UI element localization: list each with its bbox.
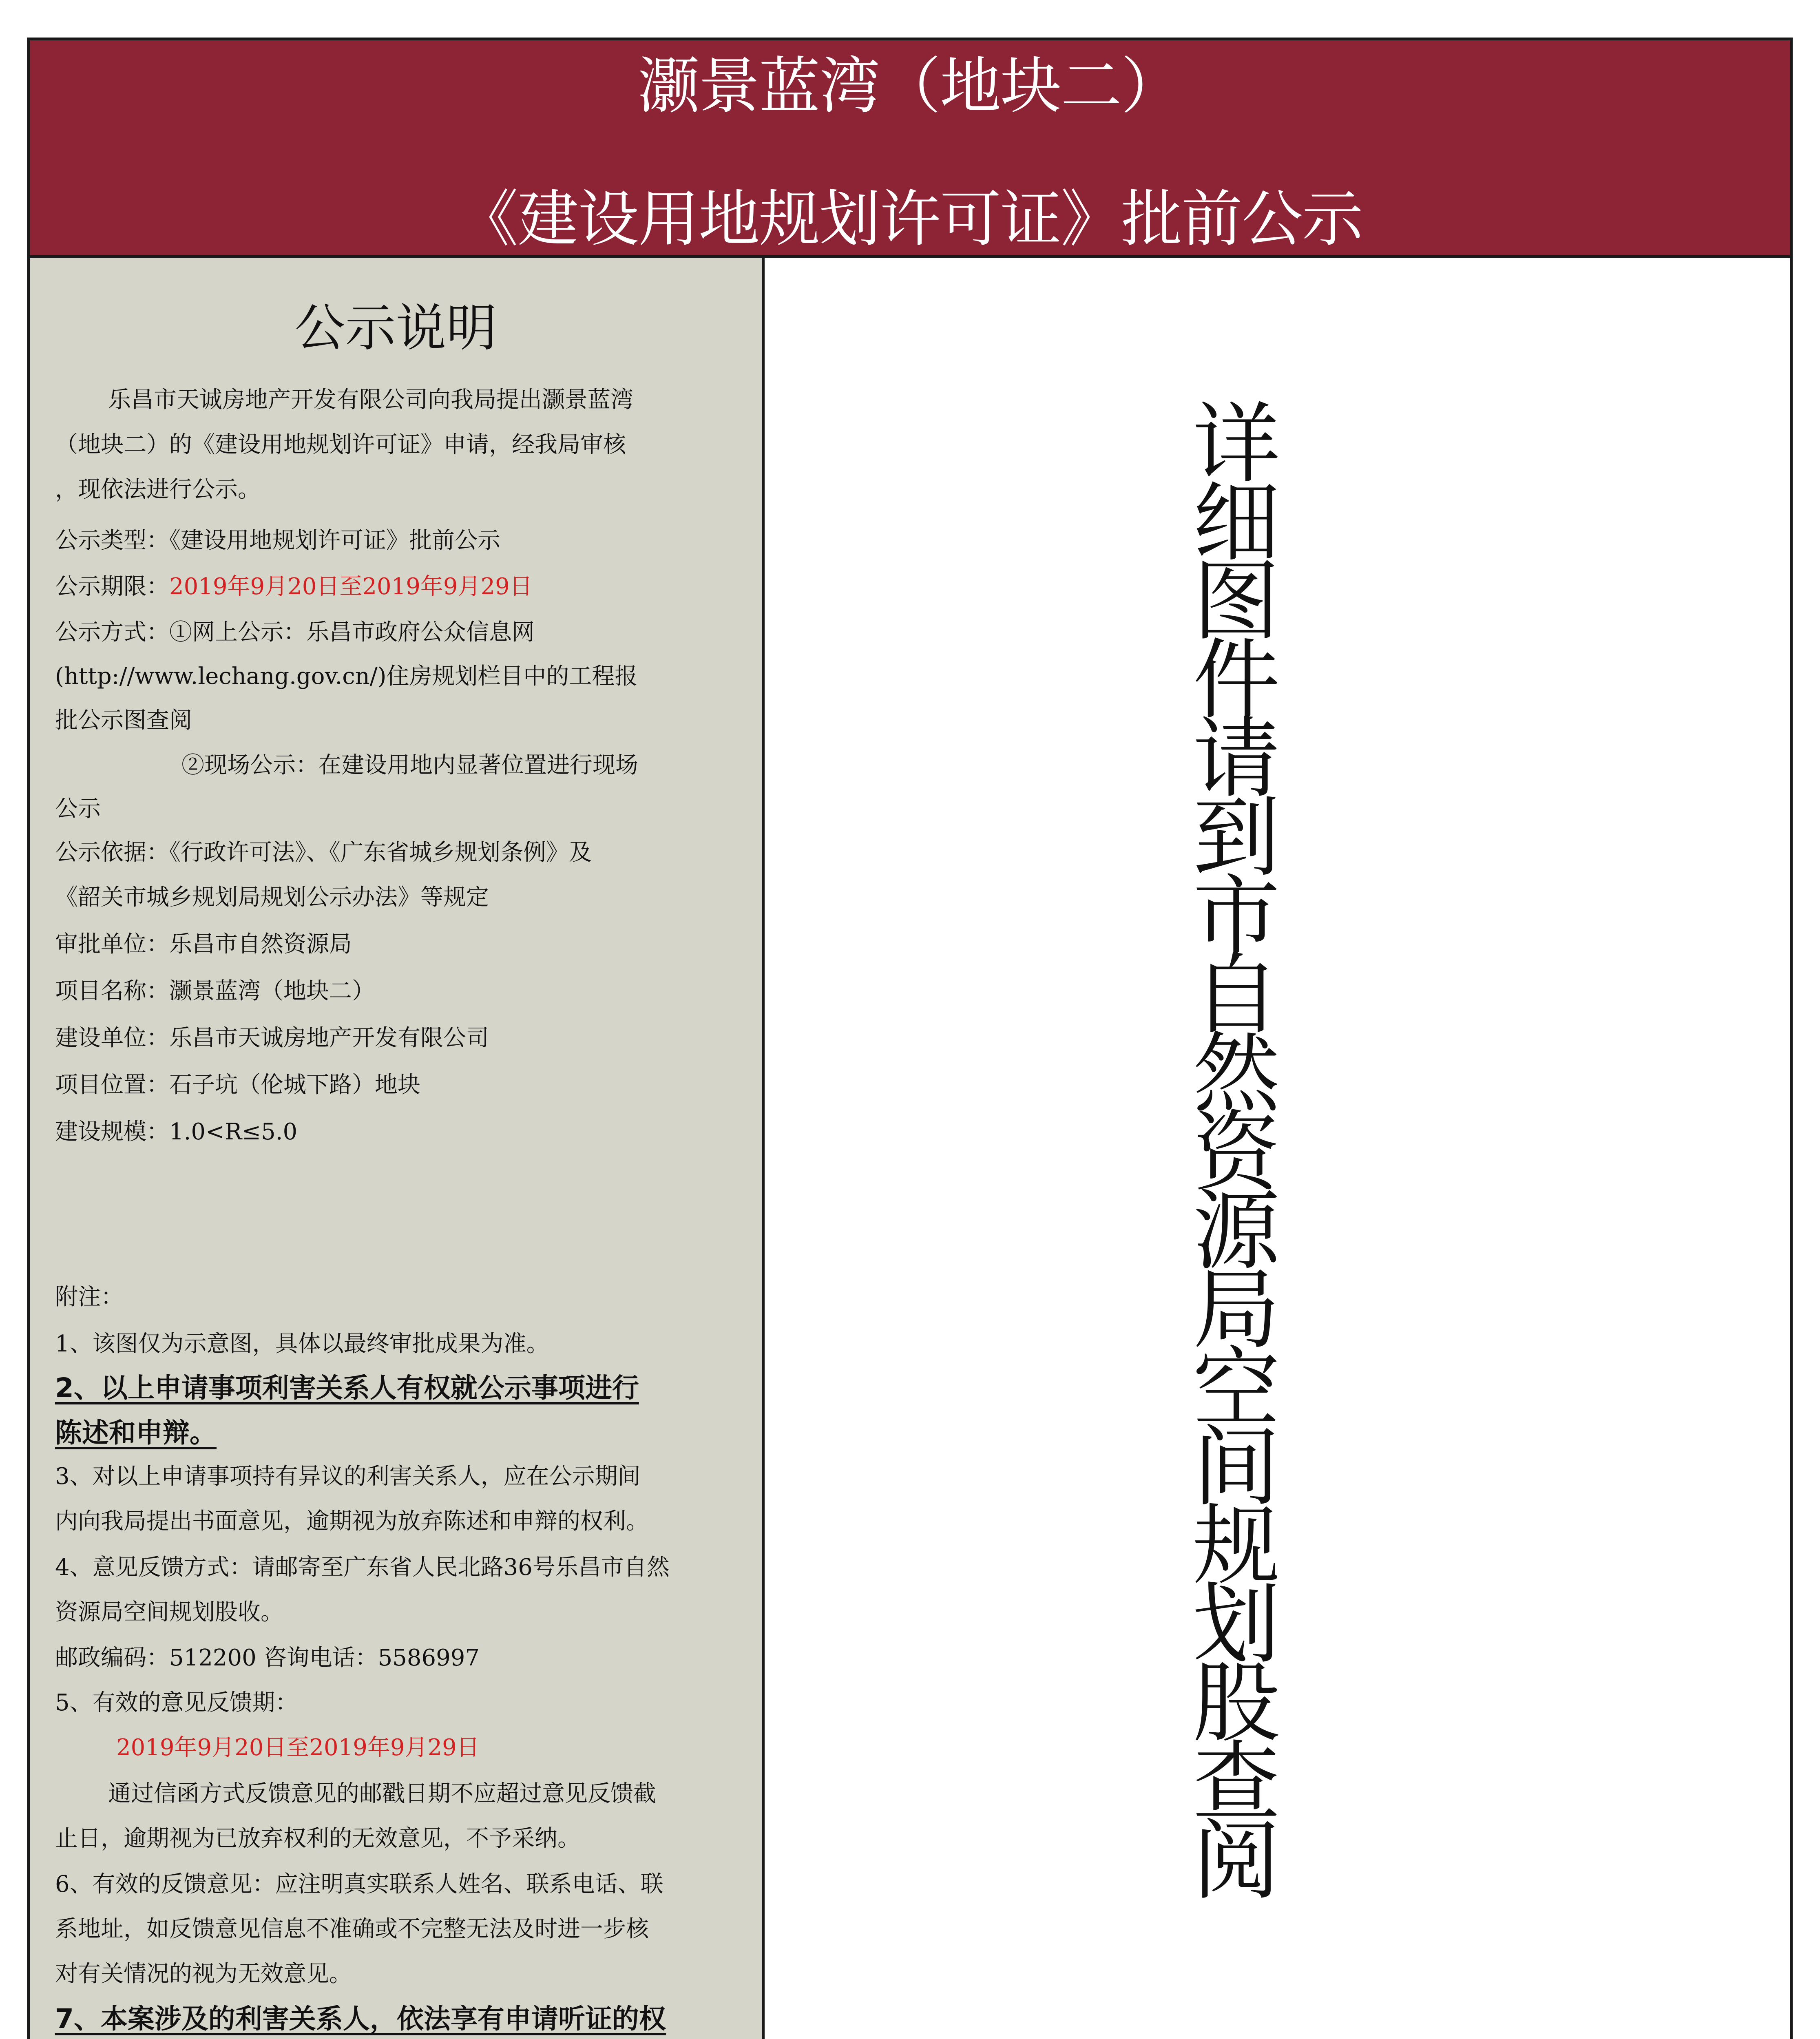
method-line: 批公示图查阅 <box>55 707 192 734</box>
vertical-char: 市 <box>1193 866 1280 967</box>
vertical-char: 查 <box>1193 1732 1280 1833</box>
notice-period <box>55 575 533 598</box>
note-5: 5、有效的意见反馈期： <box>55 1690 298 1716</box>
method-url-line: (http://www.lechang.gov.cn/)住房规划栏目中的工程报 <box>55 663 638 690</box>
drawing-panel <box>765 258 1790 2039</box>
note-1: 1、该图仅为示意图，具体以最终审批成果为准。 <box>55 1331 549 1357</box>
header-banner <box>30 40 1790 258</box>
vertical-char: 划 <box>1193 1574 1280 1676</box>
note-5: 通过信函方式反馈意见的邮戳日期不应超过意见反馈截 <box>108 1780 656 1807</box>
vertical-notice-text <box>1193 394 1280 1912</box>
scale: 建设规模：1.0<R≤5.0 <box>55 1119 298 1145</box>
notice-description-panel <box>30 258 765 2039</box>
vertical-char: 阅 <box>1193 1810 1280 1912</box>
vertical-char: 请 <box>1193 708 1280 810</box>
project-name: 项目名称：灏景蓝湾（地块二） <box>55 978 375 1004</box>
intro-line: 乐昌市天诚房地产开发有限公司向我局提出灏景蓝湾 <box>108 387 633 413</box>
project-title: 灏景蓝湾（地块二） <box>638 51 1181 122</box>
note-3: 内向我局提出书面意见，逾期视为放弃陈述和申辩的权利。 <box>55 1508 649 1535</box>
note-2: 2、以上申请事项利害关系人有权就公示事项进行 <box>55 1372 639 1404</box>
basis-line: 《韶关市城乡规划局规划公示办法》等规定 <box>55 884 489 911</box>
note-4: 4、意见反馈方式：请邮寄至广东省人民北路36号乐昌市自然 <box>55 1554 670 1581</box>
note-5-period: 2019年9月20日至2019年9月29日 <box>116 1734 480 1761</box>
approver: 审批单位：乐昌市自然资源局 <box>55 931 352 958</box>
note-6: 对有关情况的视为无效意见。 <box>55 1961 352 1987</box>
vertical-char: 局 <box>1193 1259 1280 1361</box>
builder: 建设单位：乐昌市天诚房地产开发有限公司 <box>55 1025 489 1051</box>
period-value: 2019年9月20日至2019年9月29日 <box>169 573 533 600</box>
method-line: ②现场公示：在建设用地内显著位置进行现场 <box>181 752 638 778</box>
notice-type: 公示类型：《建设用地规划许可证》批前公示 <box>55 527 500 554</box>
vertical-char: 件 <box>1193 630 1280 731</box>
vertical-char: 源 <box>1193 1181 1280 1282</box>
intro-line: （地块二）的《建设用地规划许可证》申请，经我局审核 <box>55 431 626 458</box>
method-line: 公示 <box>55 796 101 822</box>
notice-board <box>27 38 1793 2039</box>
note-5: 止日，逾期视为已放弃权利的无效意见，不予采纳。 <box>55 1825 580 1852</box>
vertical-char: 股 <box>1193 1653 1280 1754</box>
postcode-phone: 邮政编码：512200 咨询电话：5586997 <box>55 1645 480 1671</box>
vertical-char: 详 <box>1193 394 1280 495</box>
note-2: 陈述和申辩。 <box>55 1417 217 1449</box>
vertical-char: 图 <box>1193 551 1280 652</box>
notice-section-title: 公示说明 <box>294 299 497 358</box>
notice-title-main: 《建设用地规划许可证》批前公示 <box>457 184 1362 255</box>
vertical-char: 然 <box>1193 1023 1280 1125</box>
method-line: 公示方式：①网上公示：乐昌市政府公众信息网 <box>55 619 535 646</box>
note-6: 系地址，如反馈意见信息不准确或不完整无法及时进一步核 <box>55 1916 649 1942</box>
notes-label: 附注： <box>55 1284 124 1310</box>
note-4: 资源局空间规划股收。 <box>55 1599 283 1625</box>
location: 项目位置：石子坑（伦城下路）地块 <box>55 1072 420 1098</box>
note-3: 3、对以上申请事项持有异议的利害关系人，应在公示期间 <box>55 1463 641 1490</box>
vertical-char: 细 <box>1193 472 1280 574</box>
period-label: 公示期限： <box>55 573 169 600</box>
basis-line: 公示依据：《行政许可法》、《广东省城乡规划条例》及 <box>55 839 592 866</box>
intro-line: ，现依法进行公示。 <box>55 476 261 503</box>
vertical-char: 资 <box>1193 1102 1280 1203</box>
vertical-char: 空 <box>1193 1338 1280 1440</box>
note-6: 6、有效的反馈意见：应注明真实联系人姓名、联系电话、联 <box>55 1871 663 1897</box>
vertical-char: 规 <box>1193 1495 1280 1597</box>
vertical-char: 间 <box>1193 1417 1280 1518</box>
vertical-char: 到 <box>1193 787 1280 889</box>
vertical-char: 自 <box>1193 944 1280 1046</box>
note-7: 7、本案涉及的利害关系人，依法享有申请听证的权 <box>55 2003 666 2035</box>
